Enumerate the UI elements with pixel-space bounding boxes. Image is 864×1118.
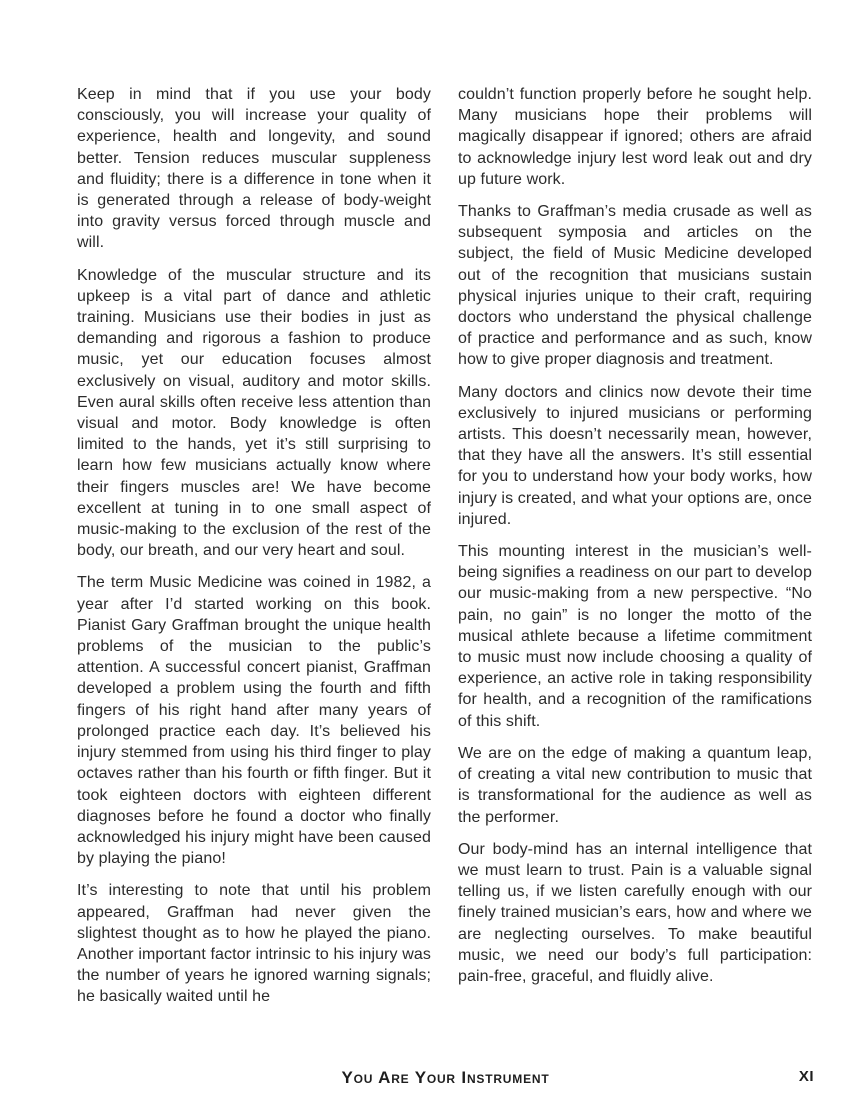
page-footer	[77, 1068, 814, 1092]
page-number: XI	[798, 1068, 814, 1085]
body-paragraph: It’s interesting to note that until his problem appeared, Graffman had never given the slightest thought as to how he played the piano. Another important factor intrinsic to his injury was the number of years he ignored warning signals; he basically waited until he	[77, 882, 431, 1006]
running-title: You Are Your Instrument	[341, 1068, 550, 1087]
body-paragraph: Keep in mind that if you use your body consciously, you will increase your quality of experience, health and longevity, and sound better. Tension reduces muscular suppleness and fluidity; there is a difference in tone when it is generated through a release of body-weight into gravity versus forced through muscle and will.	[77, 86, 431, 252]
body-paragraph: The term Music Medicine was coined in 1982, a year after I’d started working on this book. Pianist Gary Graffman brought the unique health problems of the musician to the public’s attention. A successful concert pianist, Graffman developed a problem using the fourth and fifth fingers of his right hand after many years of prolonged practice each day. It’s believed his injury stemmed from using his third finger to play octaves rather than his fourth or fifth finger. But it took eighteen doctors with eighteen different diagnoses before he found a doctor who finally acknowledged his injury might have been caused by playing the piano!	[77, 574, 431, 868]
body-paragraph: Thanks to Graffman’s media crusade as well as subsequent symposia and articles on the subject, the field of Music Medicine developed out of the recognition that musicians sustain physical injuries unique to their craft, requiring doctors who understand the physical challenge of practice and performance and as such, know how to give proper diagnosis and treatment.	[458, 203, 812, 369]
page-body	[77, 84, 813, 1019]
body-paragraph: We are on the edge of making a quantum leap, of creating a vital new contribution to music that is transformational for the audience as well as the performer.	[458, 744, 812, 826]
body-paragraph: Our body-mind has an internal intelligence that we must learn to trust. Pain is a valuable signal telling us, if we listen carefully enough with our finely trained musician’s ears, how and where we are neglecting ourselves. To make beautiful music, we need our body’s full participation: pain-free, graceful, and fluidly alive.	[458, 840, 812, 985]
body-paragraph: Knowledge of the muscular structure and its upkeep is a vital part of dance and athletic training. Musicians use their bodies in just as demanding and rigorous a fashion to produce music, yet our education focuses almost exclusively on visual, auditory and motor skills. Even aural skills often receive less attention than visual and motor. Body knowledge is often limited to the hands, yet it’s still surprising to learn how few musicians actually know where their fingers muscles are! We have become excellent at tuning in to one small aspect of music-making to the exclusion of the rest of the body, our breath, and our very heart and soul.	[77, 266, 431, 560]
body-paragraph: Many doctors and clinics now devote their time exclusively to injured musicians or performing artists. This doesn’t necessarily mean, however, that they have all the answers. It’s still essential for you to understand how your body works, how injury is created, and what your options are, once injured.	[458, 383, 812, 528]
body-paragraph: couldn’t function properly before he sought help. Many musicians hope their problems will magically disappear if ignored; others are afraid to acknowledge injury lest word leak out and dry up future work.	[458, 86, 812, 188]
left-column	[77, 84, 431, 1019]
body-paragraph: This mounting interest in the musician’s well-being signifies a readiness on our part to develop our music-making from a new perspective. “No pain, no gain” is no longer the motto of the musical athlete because a lifetime commitment to music must now include choosing a quality of experience, an active role in taking responsibility for health, and a recognition of the ramifications of this shift.	[458, 543, 812, 730]
right-column	[458, 84, 812, 1019]
